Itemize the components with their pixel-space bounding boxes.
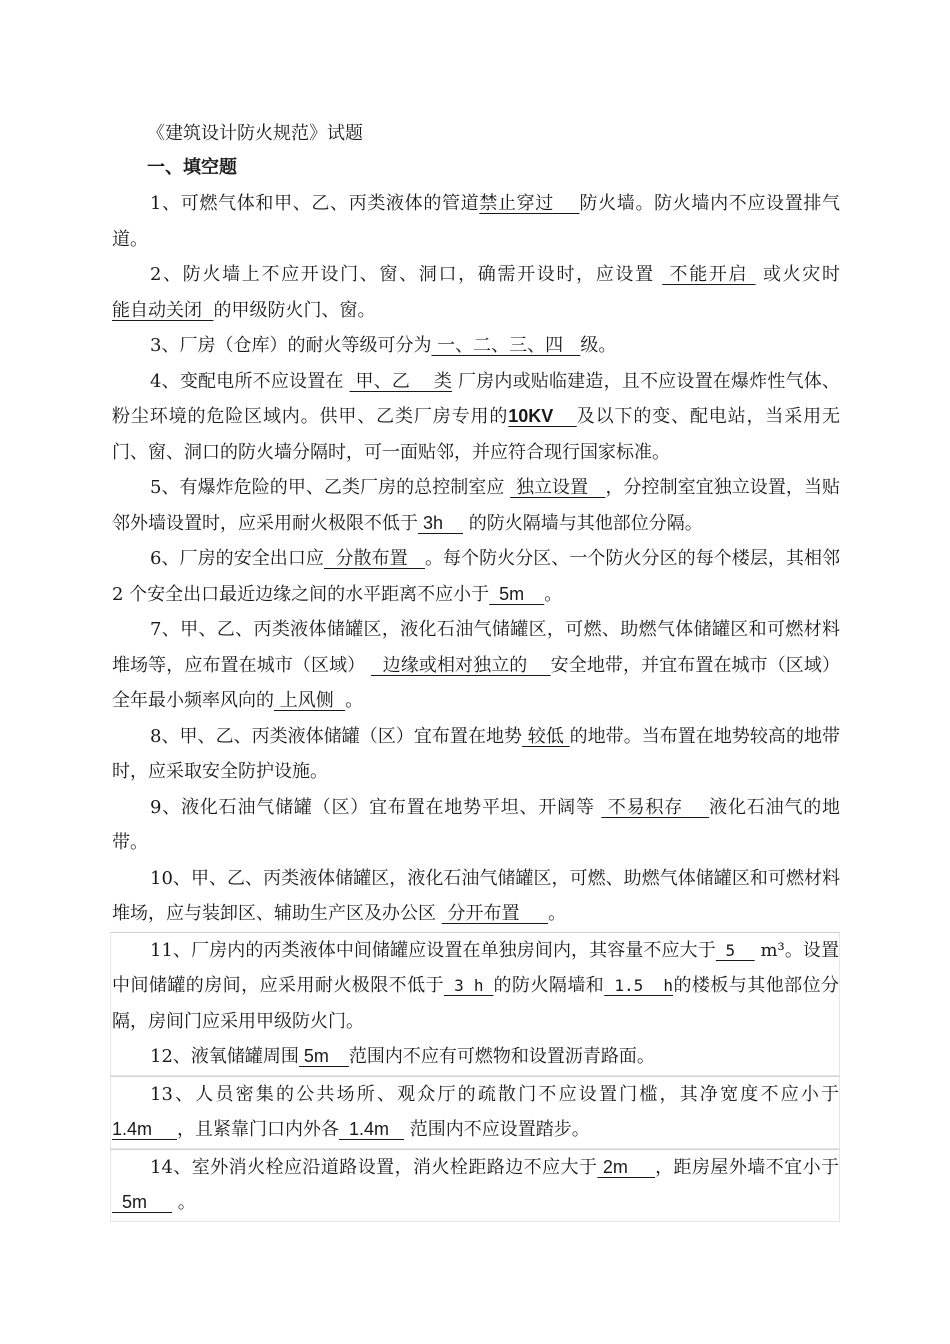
answer-blank: 分散布置 [323,548,425,569]
answer-blank: 边缘或相对独立的 [371,654,551,676]
answer-blank: 较低 [522,725,570,747]
question-4: 4、变配电所不应设置在 甲、乙 类 厂房内或贴临建造，且不应设置在爆炸性气体、粉尘环境的危险区域内。供甲、乙类厂房专用的10KV 及以下的变、配电站，当采用无门、窗、洞口的防火墙分隔时，可一面贴邻，并应符合现行国家标准。 [112,370,841,463]
question-block-frame [110,932,840,1076]
answer-blank: 10KV [508,406,577,426]
answer-blank: 上风侧 [274,690,346,711]
question-2: 2、防火墙上不应开设门、窗、洞口，确需开设时，应设置 不能开启 或火灾时 能自动关闭 的甲级防火门、窗。 [112,264,840,321]
document-title: 《建筑设计防火规范》试题 [147,123,363,144]
section-heading: 一、填空题 [147,157,237,178]
answer-blank: 5m [298,1046,349,1066]
answer-blank: 1.5 h [604,976,674,995]
question-6: 6、厂房的安全出口应 分散布置 。每个防火分区、一个防火分区的每个楼层，其相邻 2 个安全出口最近边缘之间的水平距离不应小于 5m 。 [112,548,841,605]
answer-blank: 3 h [444,976,494,995]
question-12: 12、液氧储罐周围 5m 范围内不应有可燃物和设置沥青路面。 [150,1046,655,1067]
question-1: 1、可燃气体和甲、乙、丙类液体的管道禁止穿过 防火墙。防火墙内不应设置排气道。 [112,193,841,250]
question-block-frame [110,1076,840,1149]
answer-blank: 5 [715,940,755,960]
question-13: 13、人员密集的公共场所、观众厅的疏散门不应设置门槛，其净宽度不应小于1.4m ，且紧靠门口内外各 1.4m 范围内不应设置踏步。 [112,1083,840,1140]
answer-blank: 分开布置 [441,903,549,924]
question-8: 8、甲、乙、丙类液体储罐（区）宜布置在地势 较低 的地带。当布置在地势较高的地带时，应采取安全防护设施。 [112,725,841,782]
answer-blank: 甲、乙 类 [349,370,453,392]
answer-blank: 能自动关闭 [112,299,214,321]
document-page [112,118,840,1222]
question-9: 9、液化石油气储罐（区）宜布置在地势平坦、开阔等 不易积存 液化石油气的地带。 [112,796,841,853]
answer-blank: 5m [112,1192,173,1212]
answer-blank: 不易积存 [601,796,710,818]
answer-blank: 5m [489,583,545,604]
answer-blank: 3h [418,512,464,533]
question-7: 7、甲、乙、丙类液体储罐区，液化石油气储罐区，可燃、助燃气体储罐区和可燃材料堆场等，应布置在城市（区域） 边缘或相对独立的 安全地带，并宜布置在城市（区域）全年最小频率风向的 上风侧 。 [112,619,841,711]
question-5: 5、有爆炸危险的甲、乙类厂房的总控制室应 独立设置 ，分控制室宜独立设置，当贴邻外墙设置时，应采用耐火极限不低于 3h 的防火隔墙与其他部位分隔。 [112,477,840,534]
question-10: 10、甲、乙、丙类液体储罐区，液化石油气储罐区，可燃、助燃气体储罐区和可燃材料堆场，应与装卸区、辅助生产区及办公区 分开布置 。 [112,867,840,924]
answer-blank: 1.4m [339,1119,405,1139]
answer-blank: 禁止穿过 [479,193,580,214]
question-14: 14、室外消火栓应沿道路设置，消火栓距路边不应大于 2m ，距房屋外墙不宜小于 5m 。 [112,1156,840,1213]
answer-blank: 不能开启 [662,264,756,285]
answer-blank: 独立设置 [510,477,606,498]
question-block-frame [110,1149,840,1222]
answer-blank: 一、二、三、四 [431,335,581,356]
question-3: 3、厂房（仓库）的耐火等级可分为 一、二、三、四 级。 [150,335,617,356]
answer-blank: 1.4m [112,1119,178,1139]
answer-blank: 2m [597,1156,656,1177]
question-11: 11、厂房内的丙类液体中间储罐应设置在单独房间内，其容量不应大于 5 m³。设置中间储罐的房间，应采用耐火极限不低于 3 h 的防火隔墙和 1.5 h的楼板与其他部位分隔，房间门应采用甲级防火门。 [112,939,840,1032]
